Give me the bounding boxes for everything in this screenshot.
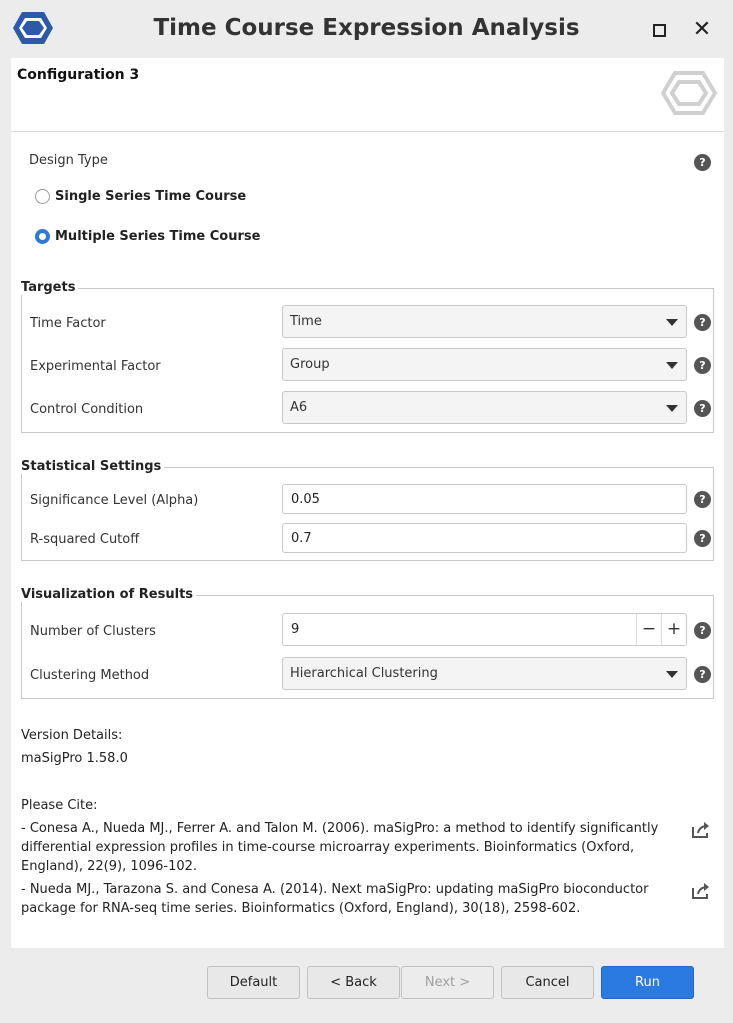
alpha-input[interactable] [282, 484, 687, 514]
control-condition-value: A6 [290, 400, 308, 415]
title-bar [0, 0, 733, 58]
citations-label: Please Cite: [21, 798, 98, 813]
alpha-help-icon[interactable]: ? [694, 491, 711, 508]
close-button[interactable] [689, 17, 715, 43]
button-bar [0, 948, 733, 1023]
design-type-help-icon[interactable]: ? [694, 154, 711, 171]
statistical-settings-group-title: Statistical Settings [21, 459, 164, 474]
time-factor-select[interactable] [282, 305, 687, 338]
open-link-icon[interactable] [691, 821, 711, 839]
main-panel [11, 58, 724, 948]
radio-multiple-series[interactable] [35, 229, 50, 244]
maximize-button[interactable] [646, 17, 672, 43]
cancel-button[interactable]: Cancel [501, 966, 594, 999]
chevron-down-icon [666, 671, 678, 678]
control-condition-label: Control Condition [30, 402, 144, 417]
clustering-method-help-icon[interactable]: ? [694, 666, 711, 683]
clusters-help-icon[interactable]: ? [694, 622, 711, 639]
rsquared-value: 0.7 [291, 531, 312, 546]
clusters-label: Number of Clusters [30, 624, 156, 639]
default-button[interactable]: Default [207, 966, 300, 999]
time-factor-label: Time Factor [30, 316, 106, 331]
next-button[interactable]: Next > [401, 966, 494, 999]
panel-title: Configuration 3 [17, 67, 140, 83]
clustering-method-label: Clustering Method [30, 668, 150, 683]
window-title: Time Course Expression Analysis [153, 15, 580, 41]
design-type-label: Design Type [29, 153, 108, 168]
chevron-down-icon [666, 405, 678, 412]
radio-single-series-label[interactable]: Single Series Time Course [55, 189, 247, 204]
clusters-value: 9 [291, 622, 300, 637]
version-value: maSigPro 1.58.0 [21, 751, 128, 766]
plus-icon[interactable]: + [661, 614, 686, 645]
maximize-icon [653, 24, 666, 37]
open-link-icon[interactable] [691, 882, 711, 900]
back-button[interactable]: < Back [307, 966, 400, 999]
time-factor-help-icon[interactable]: ? [694, 314, 711, 331]
clustering-method-select[interactable] [282, 657, 687, 690]
experimental-factor-value: Group [290, 357, 330, 372]
clusters-stepper[interactable] [282, 613, 687, 646]
rsquared-label: R-squared Cutoff [30, 532, 140, 547]
minus-icon[interactable]: − [636, 614, 661, 645]
control-condition-select[interactable] [282, 391, 687, 424]
panel-header [11, 58, 724, 132]
experimental-factor-help-icon[interactable]: ? [694, 357, 711, 374]
close-icon: ✕ [692, 17, 712, 42]
run-button[interactable]: Run [601, 966, 694, 999]
control-condition-help-icon[interactable]: ? [694, 400, 711, 417]
citation-item: - Nueda MJ., Tarazona S. and Conesa A. (2014). Next maSigPro: updating maSigPro bioconductor package for RNA-seq time series. Bioinformatics (Oxford, England), 30(18), 2598-602. [21, 882, 649, 916]
chevron-down-icon [666, 319, 678, 326]
experimental-factor-select[interactable] [282, 348, 687, 381]
time-factor-value: Time [290, 314, 322, 329]
rsquared-input[interactable] [282, 523, 687, 553]
clustering-method-value: Hierarchical Clustering [290, 666, 438, 681]
version-label: Version Details: [21, 728, 123, 743]
experimental-factor-label: Experimental Factor [30, 359, 161, 374]
visualization-group-title: Visualization of Results [21, 587, 196, 602]
targets-group-title: Targets [21, 280, 78, 295]
rsquared-help-icon[interactable]: ? [694, 530, 711, 547]
chevron-down-icon [666, 362, 678, 369]
citation-item: - Conesa A., Nueda MJ., Ferrer A. and Talon M. (2006). maSigPro: a method to identify significantly differential expression profiles in time-course microarray experiments. Bioinformatics (Oxford, England), 22(9), 1096-102. [21, 821, 659, 874]
alpha-value: 0.05 [291, 492, 320, 507]
watermark-logo-icon [661, 70, 717, 116]
alpha-label: Significance Level (Alpha) [30, 493, 199, 508]
radio-single-series[interactable] [35, 189, 50, 204]
radio-multiple-series-label[interactable]: Multiple Series Time Course [55, 229, 261, 244]
